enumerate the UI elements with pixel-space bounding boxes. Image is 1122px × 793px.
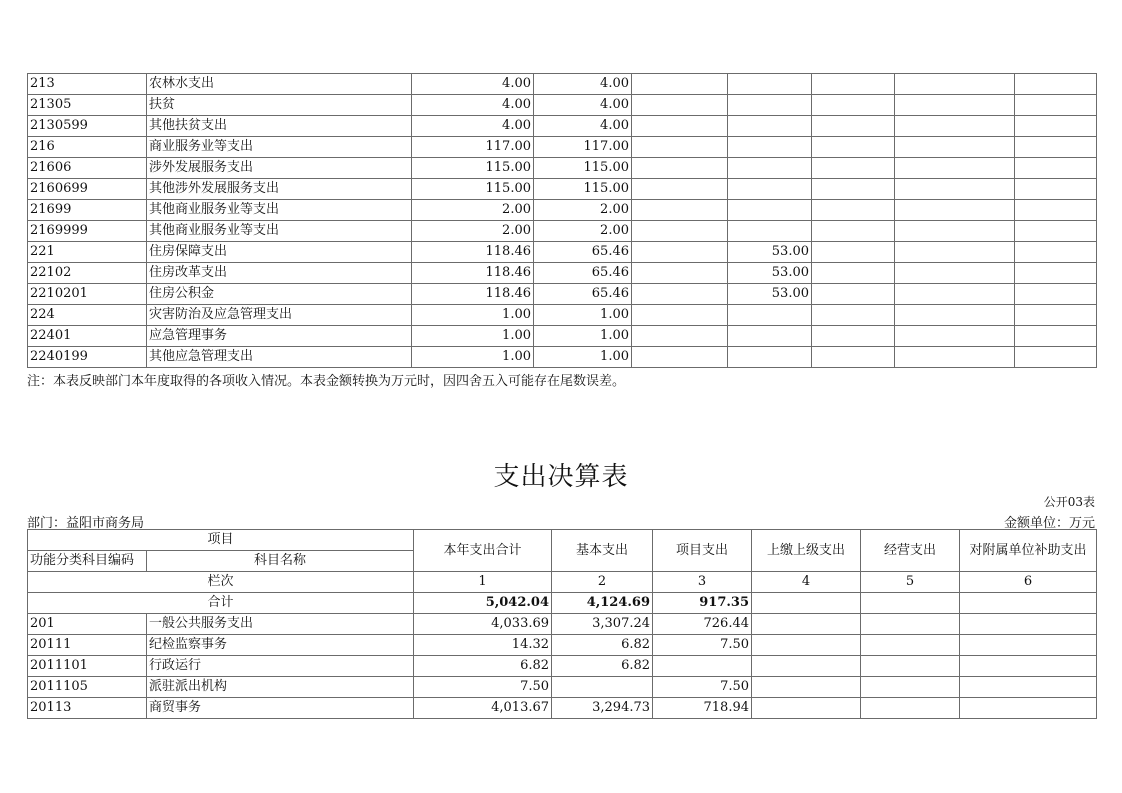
cell-name: 其他商业服务业等支出 [147,221,412,242]
cell-total: 4,033.69 [414,614,552,635]
cell-basic: 65.46 [534,263,632,284]
table-row [28,656,1097,677]
cell-basic: 3,294.73 [552,698,653,719]
cell-total: 1.00 [412,305,534,326]
unit-label: 金额单位：万元 [1003,516,1095,531]
cell-business [812,200,895,221]
cell-total: 6.82 [414,656,552,677]
expenditure-table [27,529,1097,719]
cell-business [861,656,960,677]
cell-subsidy [960,614,1097,635]
cell-code: 2011105 [28,677,147,698]
cell-code: 213 [28,74,147,95]
cell-basic: 6.82 [552,656,653,677]
total-business [861,593,960,614]
page-title: 支出决算表 [493,462,629,492]
cell-upper [728,74,812,95]
cell-basic: 65.46 [534,284,632,305]
cell-business [812,137,895,158]
total-label: 合计 [28,593,414,614]
cell-extra [1015,263,1097,284]
table-row [28,326,1097,347]
cell-code: 2210201 [28,284,147,305]
cell-project [632,179,728,200]
cell-code: 20113 [28,698,147,719]
cell-upper [728,221,812,242]
cell-basic: 4.00 [534,95,632,116]
table-row [28,116,1097,137]
cell-extra [1015,326,1097,347]
cell-extra [1015,74,1097,95]
cell-extra [1015,200,1097,221]
header-total: 本年支出合计 [414,530,552,572]
cell-code: 20111 [28,635,147,656]
cell-upper [728,200,812,221]
column-index-5: 5 [861,572,960,593]
cell-extra [1015,116,1097,137]
cell-business [812,158,895,179]
cell-project [632,200,728,221]
cell-total: 118.46 [412,263,534,284]
cell-upper [728,95,812,116]
cell-name: 一般公共服务支出 [147,614,414,635]
table-row [28,677,1097,698]
cell-business [812,95,895,116]
cell-name: 商贸事务 [147,698,414,719]
cell-upper [728,137,812,158]
cell-project [632,221,728,242]
cell-subsidy [895,95,1015,116]
cell-name: 住房改革支出 [147,263,412,284]
cell-business [812,74,895,95]
cell-code: 2011101 [28,656,147,677]
cell-subsidy [895,221,1015,242]
cell-basic: 4.00 [534,74,632,95]
cell-basic: 117.00 [534,137,632,158]
cell-basic: 6.82 [552,635,653,656]
cell-total: 4.00 [412,74,534,95]
header-name: 科目名称 [147,551,414,572]
cell-code: 21606 [28,158,147,179]
cell-business [861,614,960,635]
cell-business [861,677,960,698]
cell-name: 其他商业服务业等支出 [147,200,412,221]
cell-total: 2.00 [412,200,534,221]
cell-code: 216 [28,137,147,158]
cell-subsidy [895,242,1015,263]
cell-name: 住房公积金 [147,284,412,305]
cell-project: 726.44 [653,614,752,635]
cell-upper [752,677,861,698]
cell-business [861,635,960,656]
cell-project [632,137,728,158]
cell-business [812,116,895,137]
cell-basic [552,677,653,698]
cell-basic: 2.00 [534,200,632,221]
cell-business [812,221,895,242]
cell-code: 21699 [28,200,147,221]
cell-extra [1015,242,1097,263]
total-basic: 4,124.69 [552,593,653,614]
cell-code: 201 [28,614,147,635]
cell-name: 扶贫 [147,95,412,116]
cell-upper [752,635,861,656]
cell-extra [1015,137,1097,158]
cell-subsidy [895,347,1015,368]
column-index-3: 3 [653,572,752,593]
cell-upper [728,179,812,200]
cell-basic: 3,307.24 [552,614,653,635]
cell-project [632,326,728,347]
cell-extra [1015,221,1097,242]
cell-project [632,284,728,305]
cell-name: 其他涉外发展服务支出 [147,179,412,200]
cell-business [812,263,895,284]
cell-upper [728,305,812,326]
cell-name: 涉外发展服务支出 [147,158,412,179]
cell-upper [752,698,861,719]
cell-upper: 53.00 [728,284,812,305]
cell-total: 1.00 [412,326,534,347]
column-index-2: 2 [552,572,653,593]
cell-code: 224 [28,305,147,326]
cell-total: 115.00 [412,158,534,179]
table-note: 注：本表反映部门本年度取得的各项收入情况。本表金额转换为万元时，因四舍五入可能存在尾数误差。 [27,374,626,389]
table-row [28,263,1097,284]
cell-subsidy [895,137,1015,158]
cell-total: 14.32 [414,635,552,656]
continuation-table [27,73,1097,368]
cell-basic: 1.00 [534,347,632,368]
header-basic: 基本支出 [552,530,653,572]
column-index-label: 栏次 [28,572,414,593]
table-row [28,347,1097,368]
header-upper: 上缴上级支出 [752,530,861,572]
total-project: 917.35 [653,593,752,614]
cell-subsidy [960,635,1097,656]
cell-code: 221 [28,242,147,263]
cell-total: 7.50 [414,677,552,698]
cell-basic: 65.46 [534,242,632,263]
cell-extra [1015,95,1097,116]
cell-business [812,305,895,326]
cell-project [632,95,728,116]
cell-code: 22401 [28,326,147,347]
cell-project [632,305,728,326]
department-label: 部门：益阳市商务局 [27,516,145,531]
header-business: 经营支出 [861,530,960,572]
cell-project [632,242,728,263]
total-upper [752,593,861,614]
table-row [28,221,1097,242]
cell-business [812,242,895,263]
cell-business [861,698,960,719]
cell-subsidy [895,284,1015,305]
table-row [28,200,1097,221]
cell-extra [1015,158,1097,179]
cell-project [653,656,752,677]
total-subsidy [960,593,1097,614]
cell-subsidy [960,656,1097,677]
table-row [28,284,1097,305]
total-amount: 5,042.04 [414,593,552,614]
cell-upper [752,614,861,635]
cell-basic: 115.00 [534,179,632,200]
cell-subsidy [960,698,1097,719]
cell-upper [728,347,812,368]
cell-total: 2.00 [412,221,534,242]
header-subsidy: 对附属单位补助支出 [960,530,1097,572]
cell-code: 2240199 [28,347,147,368]
cell-project [632,347,728,368]
cell-upper [728,326,812,347]
cell-subsidy [895,200,1015,221]
cell-project [632,158,728,179]
cell-total: 4.00 [412,95,534,116]
cell-upper: 53.00 [728,242,812,263]
cell-name: 商业服务业等支出 [147,137,412,158]
table-row [28,137,1097,158]
cell-extra [1015,179,1097,200]
cell-project [632,263,728,284]
cell-subsidy [895,116,1015,137]
cell-basic: 1.00 [534,326,632,347]
table-row [28,158,1097,179]
cell-total: 4,013.67 [414,698,552,719]
column-index-6: 6 [960,572,1097,593]
cell-name: 派驻派出机构 [147,677,414,698]
table-row [28,614,1097,635]
cell-total: 1.00 [412,347,534,368]
cell-subsidy [895,263,1015,284]
cell-business [812,326,895,347]
table-row [28,74,1097,95]
cell-name: 纪检监察事务 [147,635,414,656]
cell-upper [728,116,812,137]
cell-name: 住房保障支出 [147,242,412,263]
cell-project: 7.50 [653,635,752,656]
cell-name: 农林水支出 [147,74,412,95]
cell-subsidy [895,305,1015,326]
cell-total: 118.46 [412,242,534,263]
cell-basic: 115.00 [534,158,632,179]
cell-code: 22102 [28,263,147,284]
cell-code: 2160699 [28,179,147,200]
cell-subsidy [895,74,1015,95]
cell-business [812,347,895,368]
cell-subsidy [960,677,1097,698]
cell-business [812,284,895,305]
cell-business [812,179,895,200]
table-row [28,179,1097,200]
cell-name: 灾害防治及应急管理支出 [147,305,412,326]
table-row [28,95,1097,116]
cell-upper [728,158,812,179]
cell-total: 118.46 [412,284,534,305]
column-index-4: 4 [752,572,861,593]
cell-extra [1015,305,1097,326]
cell-basic: 2.00 [534,221,632,242]
cell-name: 行政运行 [147,656,414,677]
cell-total: 117.00 [412,137,534,158]
header-code: 功能分类科目编码 [28,551,147,572]
cell-basic: 1.00 [534,305,632,326]
cell-project: 7.50 [653,677,752,698]
table-row [28,242,1097,263]
cell-subsidy [895,158,1015,179]
cell-upper [752,656,861,677]
cell-name: 应急管理事务 [147,326,412,347]
cell-total: 115.00 [412,179,534,200]
cell-total: 4.00 [412,116,534,137]
cell-extra [1015,347,1097,368]
cell-project: 718.94 [653,698,752,719]
table-row [28,305,1097,326]
table-row [28,698,1097,719]
cell-code: 2130599 [28,116,147,137]
header-project: 项目支出 [653,530,752,572]
form-code: 公开03表 [1043,495,1095,509]
cell-project [632,74,728,95]
cell-upper: 53.00 [728,263,812,284]
cell-subsidy [895,326,1015,347]
cell-code: 21305 [28,95,147,116]
cell-extra [1015,284,1097,305]
cell-name: 其他扶贫支出 [147,116,412,137]
cell-project [632,116,728,137]
cell-subsidy [895,179,1015,200]
header-item: 项目 [28,530,414,551]
cell-name: 其他应急管理支出 [147,347,412,368]
cell-basic: 4.00 [534,116,632,137]
table-row [28,635,1097,656]
column-index-1: 1 [414,572,552,593]
cell-code: 2169999 [28,221,147,242]
